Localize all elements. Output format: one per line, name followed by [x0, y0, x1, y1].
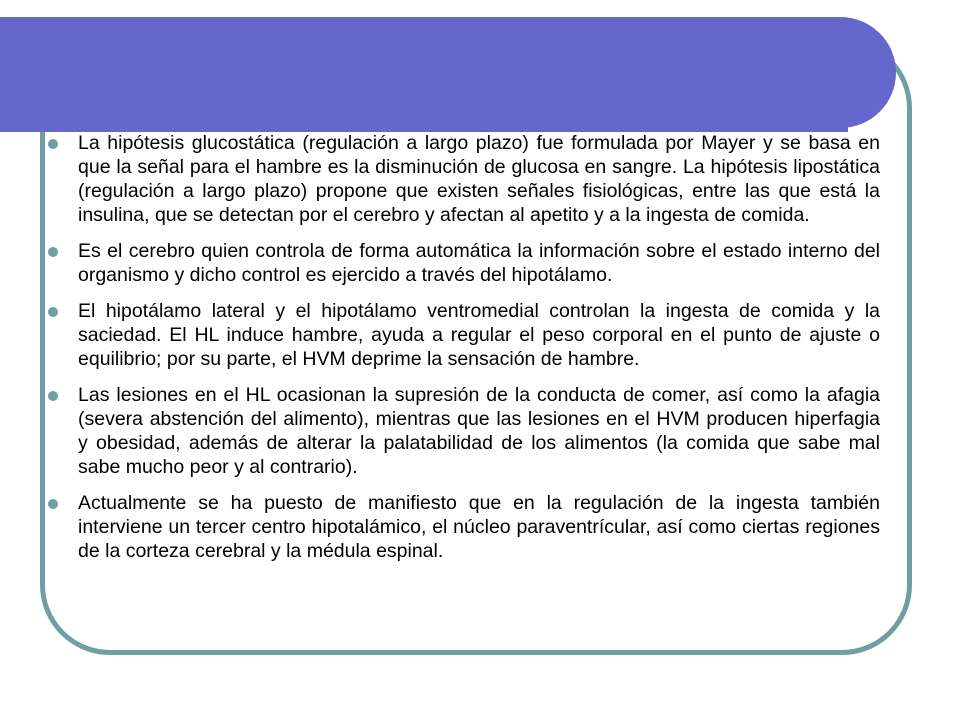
- bullet-item: [40, 131, 880, 227]
- bullet-item: [40, 299, 880, 371]
- bullet-dot-icon: [48, 391, 58, 401]
- bullet-dot-icon: [48, 139, 58, 149]
- bullet-text: Es el cerebro quien controla de forma automática la información sobre el estado interno del organismo y dicho control es ejercido a través del hipotálamo.: [78, 240, 880, 286]
- bullet-dot-icon: [48, 499, 58, 509]
- title-banner: [0, 17, 896, 128]
- bullet-text: La hipótesis glucostática (regulación a largo plazo) fue formulada por Mayer y se basa en que la señal para el hambre es la disminución de glucosa en sangre. La hipótesis lipostática (regulación a largo plazo) propone que existen señales fisiológicas, entre las que está la insulina, que se detectan por el cerebro y afectan al apetito y a la ingesta de comida.: [78, 132, 880, 226]
- bullet-dot-icon: [48, 307, 58, 317]
- bullet-text: Las lesiones en el HL ocasionan la supresión de la conducta de comer, así como la afagia (severa abstención del alimento), mientras que las lesiones en el HVM producen hiperfagia y obesidad, además de alterar la palatabilidad de los alimentos (la comida que sabe mal sabe mucho peor y al contrario).: [78, 384, 880, 478]
- bullet-dot-icon: [48, 247, 58, 257]
- bullet-item: [40, 383, 880, 479]
- bullet-item: [40, 491, 880, 563]
- bullet-item: [40, 239, 880, 287]
- bullet-list: [40, 131, 880, 575]
- bullet-text: Actualmente se ha puesto de manifiesto que en la regulación de la ingesta también interviene un tercer centro hipotalámico, el núcleo paraventrícular, así como ciertas regiones de la corteza cerebral y la médula espinal.: [78, 492, 880, 562]
- bullet-text: El hipotálamo lateral y el hipotálamo ventromedial controlan la ingesta de comida y la saciedad. El HL induce hambre, ayuda a regular el peso corporal en el punto de ajuste o equilibrio; por su parte, el HVM deprime la sensación de hambre.: [78, 300, 880, 370]
